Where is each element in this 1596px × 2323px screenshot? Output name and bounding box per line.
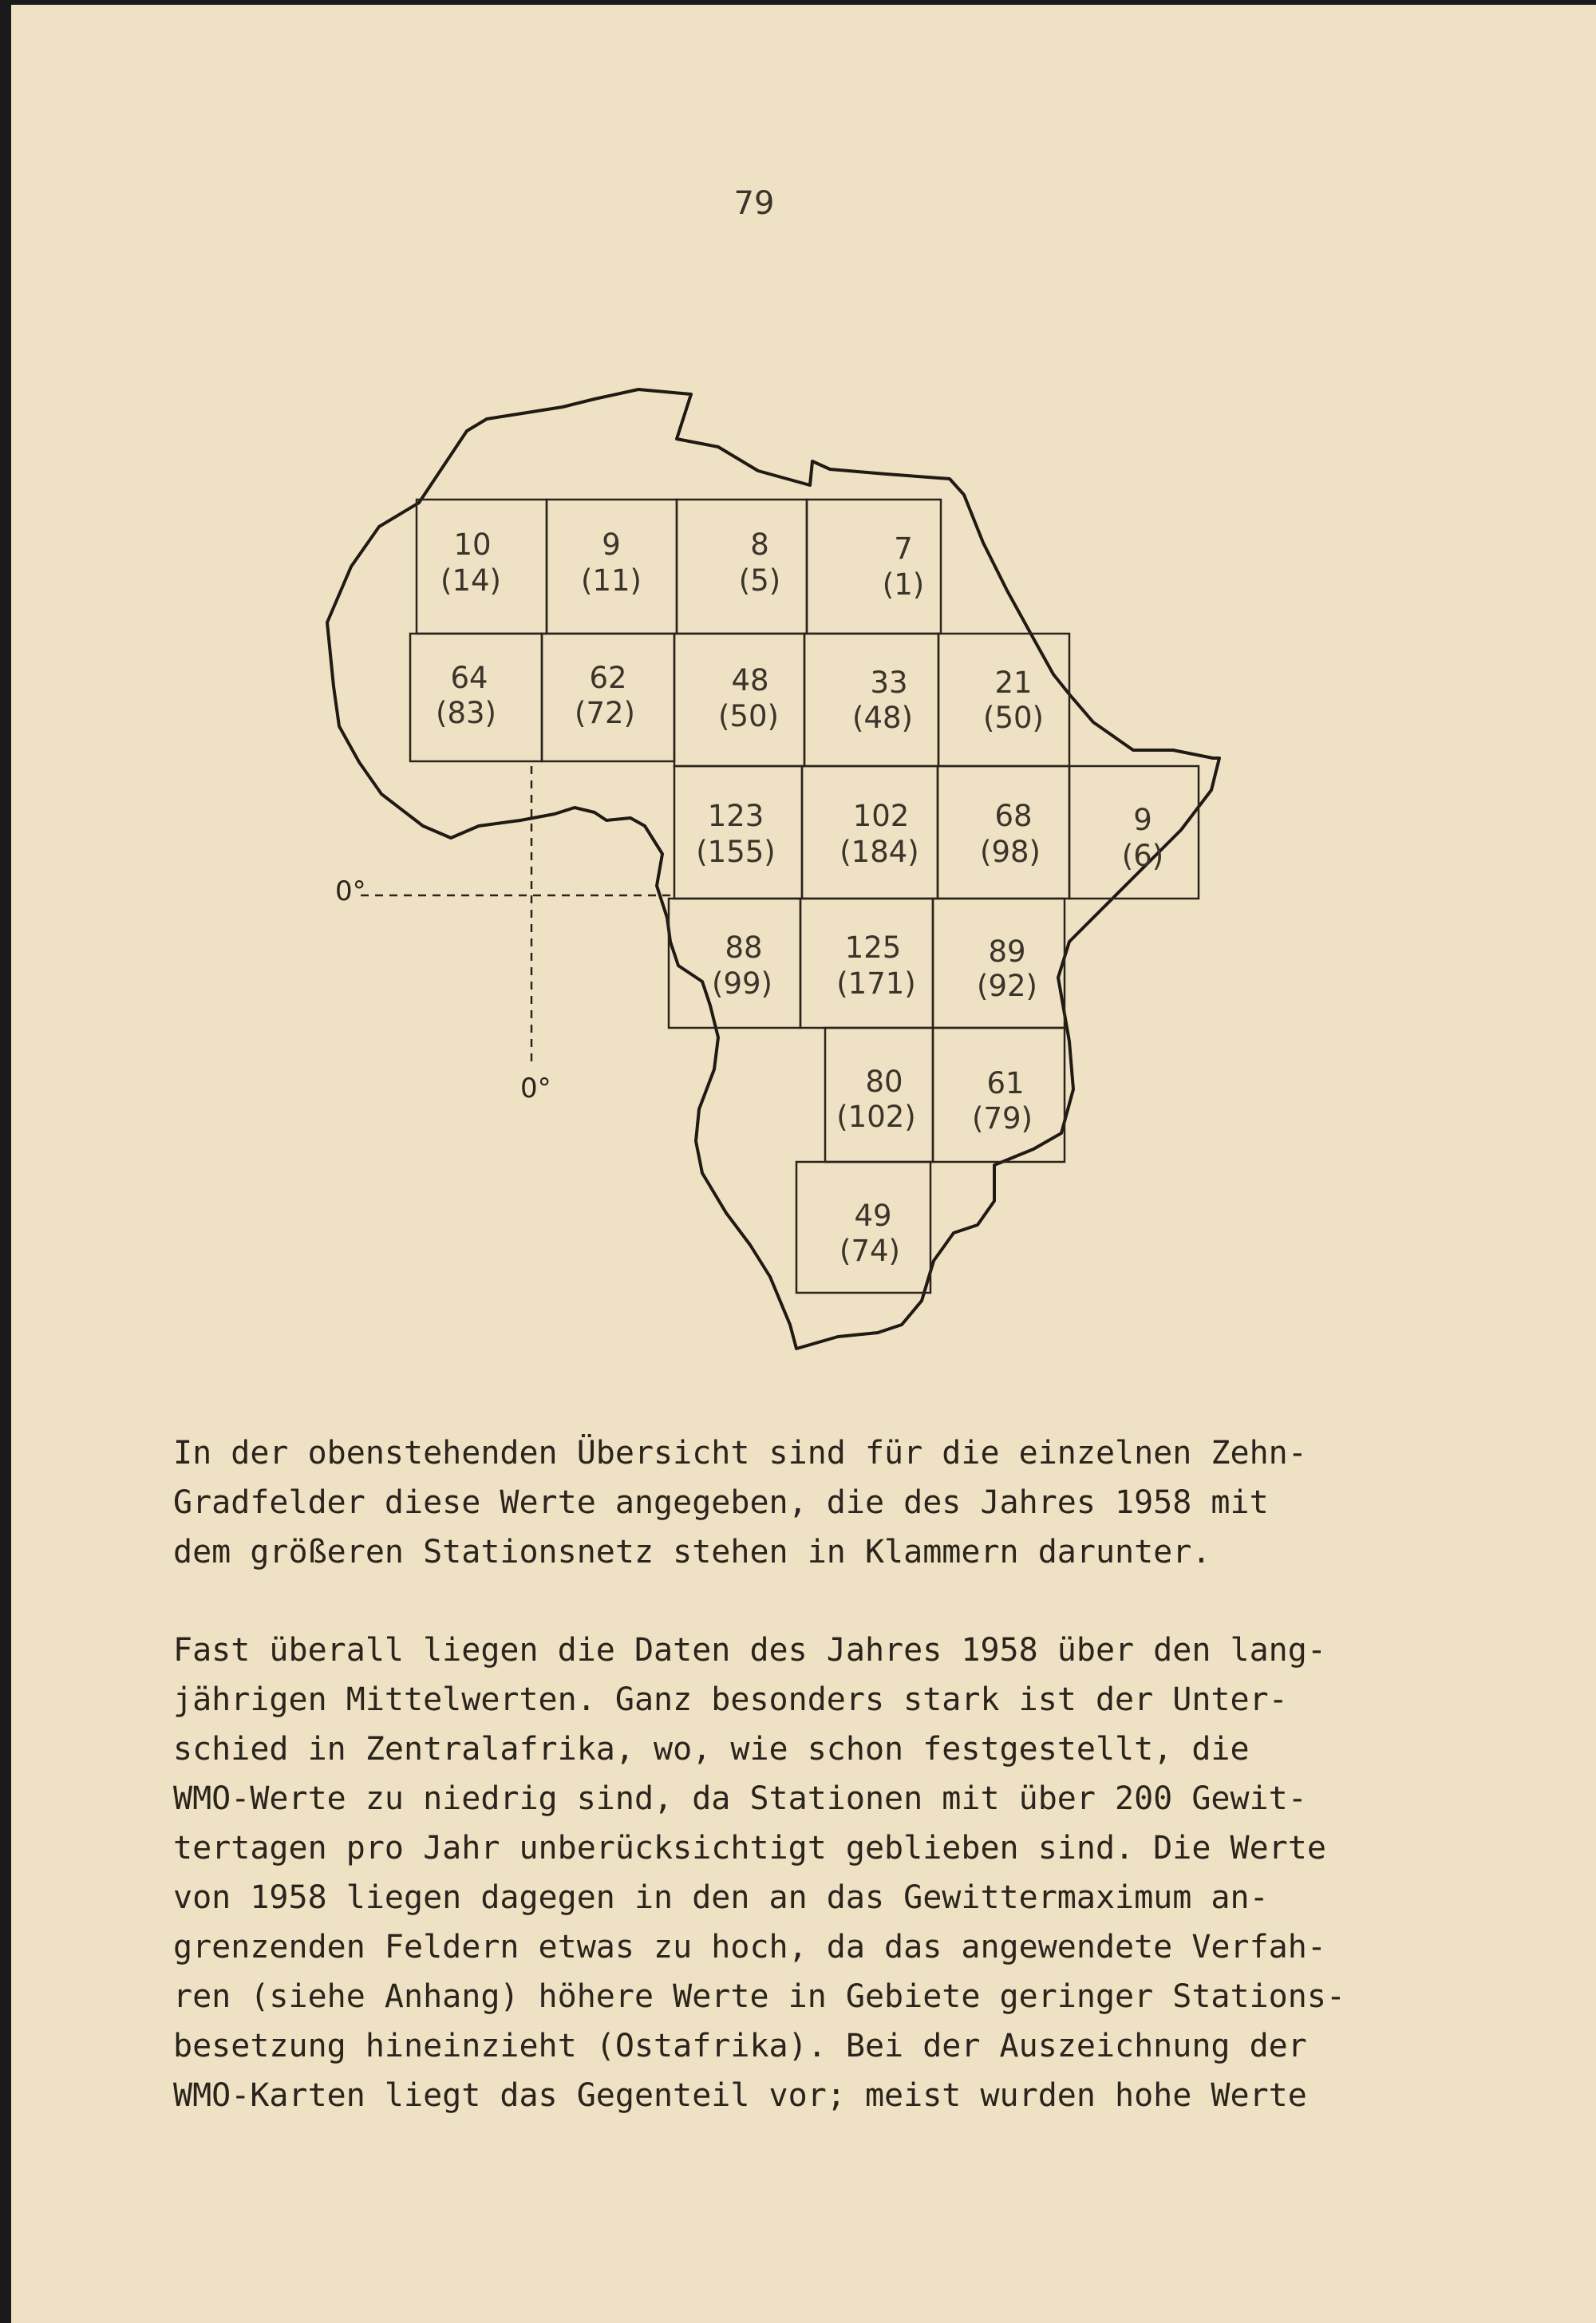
text-line: Gradfelder diese Werte angegeben, die des Jahres 1958 mit (173, 1484, 1269, 1521)
text-line: ren (siehe Anhang) höhere Werte in Gebiete geringer Stations- (173, 1978, 1346, 2015)
text-line: besetzung hineinzieht (Ostafrika). Bei der Auszeichnung der (173, 2028, 1307, 2064)
cell-value-1958: (48) (852, 701, 913, 735)
cell-value-1958: (6) (1121, 839, 1164, 873)
text-line: In der obenstehenden Übersicht sind für die einzelnen Zehn- (173, 1435, 1307, 1472)
axes (361, 766, 674, 1061)
cell-value-1958: (5) (738, 563, 781, 598)
cell-value: 21 (994, 666, 1033, 700)
equator-label: 0° (335, 875, 366, 907)
cell-value-1958: (50) (983, 701, 1044, 735)
text-line: tertagen pro Jahr unberücksichtigt geblieben sind. Die Werte (173, 1830, 1326, 1867)
text-line: grenzenden Feldern etwas zu hoch, da das angewendete Verfah- (173, 1929, 1326, 1965)
page-edge-left (0, 0, 11, 2323)
cell-value: 102 (852, 799, 910, 833)
cell-value: 49 (854, 1199, 892, 1233)
cell-value: 61 (986, 1066, 1025, 1100)
cell-value-1958: (1) (882, 567, 925, 602)
cell-value-1958: (102) (836, 1100, 916, 1134)
cell-value-1958: (83) (436, 696, 496, 730)
cell-value-1958: (72) (575, 696, 635, 730)
cell-value: 7 (894, 531, 913, 566)
meridian-label: 0° (520, 1073, 551, 1104)
cell-value-1958: (74) (839, 1234, 900, 1268)
cell-value: 33 (870, 666, 908, 700)
cell-value-1958: (171) (836, 966, 916, 1001)
cell-value: 9 (1133, 803, 1152, 837)
cell-value-1958: (14) (440, 563, 501, 598)
cell-value-1958: (50) (718, 699, 779, 733)
cell-value: 80 (865, 1065, 903, 1099)
text-line: Fast überall liegen die Daten des Jahres 1958 über den lang- (173, 1632, 1326, 1669)
cell-value: 68 (994, 799, 1033, 833)
cell-value: 48 (731, 663, 769, 697)
cell-value: 125 (844, 930, 902, 965)
text-line: WMO-Karten liegt das Gegenteil vor; meist wurden hohe Werte (173, 2077, 1307, 2114)
cell-value-1958: (92) (977, 969, 1037, 1003)
cell-value: 9 (602, 527, 621, 562)
paragraph-intro (173, 1428, 1418, 1577)
cell-value: 8 (750, 527, 769, 562)
text-line: WMO-Werte zu niedrig sind, da Stationen mit über 200 Gewit- (173, 1780, 1307, 1817)
cell-value: 89 (988, 934, 1026, 969)
text-line: jährigen Mittelwerten. Ganz besonders stark ist der Unter- (173, 1681, 1288, 1718)
cell-value-1958: (99) (712, 966, 772, 1001)
cell-value: 10 (453, 527, 492, 562)
text-line: schied in Zentralafrika, wo, wie schon festgestellt, die (173, 1731, 1250, 1768)
grid (410, 500, 1199, 1293)
cell-value-1958: (155) (696, 835, 776, 869)
text-line: von 1958 liegen dagegen in den an das Gewittermaximum an- (173, 1879, 1269, 1916)
africa-map (303, 375, 1261, 1365)
cell-value: 62 (589, 661, 627, 695)
cell-value: 64 (450, 661, 488, 695)
cell-value-1958: (184) (839, 835, 919, 869)
page-edge-top (0, 0, 1596, 5)
paragraph-discussion (173, 1626, 1418, 2120)
cell-value: 88 (725, 930, 763, 965)
cell-value: 123 (707, 799, 764, 833)
cell-value-1958: (79) (972, 1101, 1033, 1136)
cell-value-1958: (11) (581, 563, 642, 598)
cell-value-1958: (98) (980, 835, 1041, 869)
text-line: dem größeren Stationsnetz stehen in Klammern darunter. (173, 1534, 1211, 1570)
page-number: 79 (733, 185, 775, 222)
